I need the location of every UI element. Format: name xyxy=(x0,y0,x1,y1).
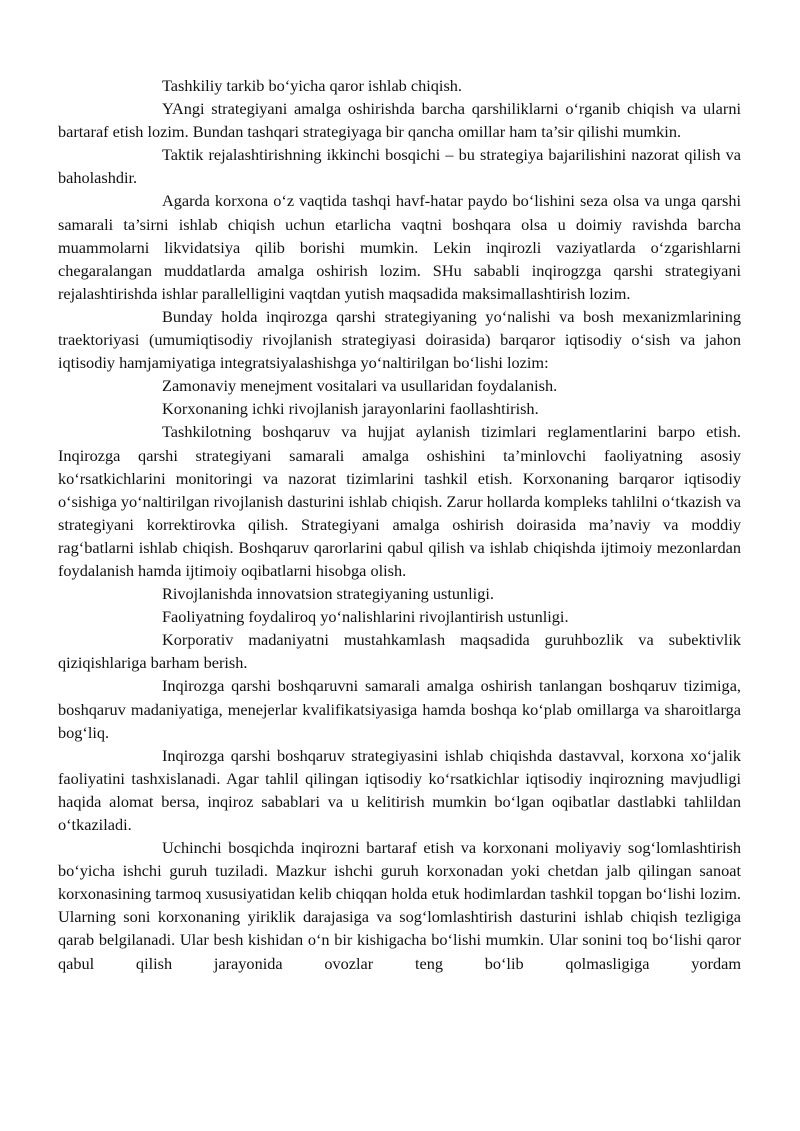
paragraph-4: Agarda korxona o‘z vaqtida tashqi havf-hatar paydo bo‘lishini seza olsa va unga qarshi samarali ta’sirni ishlab chiqish uchun etarlicha vaqtni boshqara olsa u doimiy ravishda barcha muammolarni likvidatsiya qilib borishi mumkin. Lekin inqirozli vaziyatlarda o‘zgarishlarni chegaralangan muddatlarda amalga oshirish lozim. SHu sababli inqirogzga qarshi strategiyani rejalashtirishda ishlar parallelligini vaqtdan yutish maqsadida maksimallashtirish lozim. xyxy=(58,191,741,303)
paragraph-7: Korxonaning ichki rivojlanish jarayonlarini faollashtirish. xyxy=(162,399,539,419)
paragraph-8: Tashkilotning boshqaruv va hujjat aylanish tizimlari reglamentlarini barpo etish. Inqirozga qarshi strategiyani samarali amalga oshishini ta’minlovchi faoliyatning asosiy ko‘rsatkichlarini monitoringi va nazorat tizimlarini tashkil etish. Korxonaning barqaror iqtisodiy o‘sishiga yo‘naltirilgan rivojlanish dasturini ishlab chiqish. Zarur hollarda kompleks tahlilni o‘tkazish va strategiyani korrektirovka qilish. Strategiyani amalga oshirish doirasida ma’naviy va moddiy rag‘batlarni ishlab chiqish. Boshqaruv qarorlarini qabul qilish va ishlab chiqishda ijtimoiy mezonlardan foydalanish hamda ijtimoiy oqibatlarni hisobga olish. xyxy=(58,422,741,580)
paragraph-11: Korporativ madaniyatni mustahkamlash maqsadida guruhbozlik va subektivlik qiziqishlariga barham berish. xyxy=(58,630,741,673)
paragraph-10: Faoliyatning foydaliroq yo‘nalishlarini rivojlantirish ustunligi. xyxy=(162,607,569,627)
document-page xyxy=(58,74,741,975)
paragraph-6: Zamonaviy menejment vositalari va usullaridan foydalanish. xyxy=(162,376,558,396)
paragraph-9: Rivojlanishda innovatsion strategiyaning ustunligi. xyxy=(162,584,494,604)
paragraph-2: YAngi strategiyani amalga oshirishda barcha qarshiliklarni o‘rganib chiqish va ularni bartaraf etish lozim. Bundan tashqari strategiyaga bir qancha omillar ham ta’sir qilishi mumkin. xyxy=(58,99,741,142)
paragraph-14: Uchinchi bosqichda inqirozni bartaraf etish va korxonani moliyaviy sog‘lomlashtirish bo‘yicha ishchi guruh tuziladi. Mazkur ishchi guruh korxonadan yoki chetdan jalb qilingan sanoat korxonasining tarmoq xususiyatidan kelib chiqqan holda etuk hodimlardan tashkil topgan bo‘lishi lozim. Ularning soni korxonaning yiriklik darajasiga va sog‘lomlashtirish dasturini ishlab chiqish tezligiga qarab belgilanadi. Ular besh kishidan o‘n bir kishigacha bo‘lishi mumkin. Ular sonini toq bo‘lishi qaror qabul qilish jarayonida ovozlar teng bo‘lib qolmasligiga yordam xyxy=(58,838,741,973)
paragraph-13: Inqirozga qarshi boshqaruv strategiyasini ishlab chiqishda dastavval, korxona xo‘jalik faoliyatini tashxislanadi. Agar tahlil qilingan iqtisodiy ko‘rsatkichlar iqtisodiy inqirozning mavjudligi haqida alomat bersa, inqiroz sabablari va u kelitirish mumkin bo‘lgan oqibatlar dastlabki tahlildan o‘tkaziladi. xyxy=(58,745,741,834)
paragraph-1: Tashkiliy tarkib bo‘yicha qaror ishlab chiqish. xyxy=(162,76,462,95)
paragraph-3: Taktik rejalashtirishning ikkinchi bosqichi – bu strategiya bajarilishini nazorat qilish va baholashdir. xyxy=(58,145,741,188)
paragraph-12: Inqirozga qarshi boshqaruvni samarali amalga oshirish tanlangan boshqaruv tizimiga, boshqaruv madaniyatiga, menejerlar kvalifikatsiyasiga hamda boshqa ko‘plab omillarga va sharoitlarga bog‘liq. xyxy=(58,676,741,742)
paragraph-5: Bunday holda inqirozga qarshi strategiyaning yo‘nalishi va bosh mexanizmlarining traektoriyasi (umumiqtisodiy rivojlanish strategiyasi doirasida) barqaror iqtisodiy o‘sish va jahon iqtisodiy hamjamiyatiga integratsiyalashishga yo‘naltirilgan bo‘lishi lozim: xyxy=(58,306,741,373)
